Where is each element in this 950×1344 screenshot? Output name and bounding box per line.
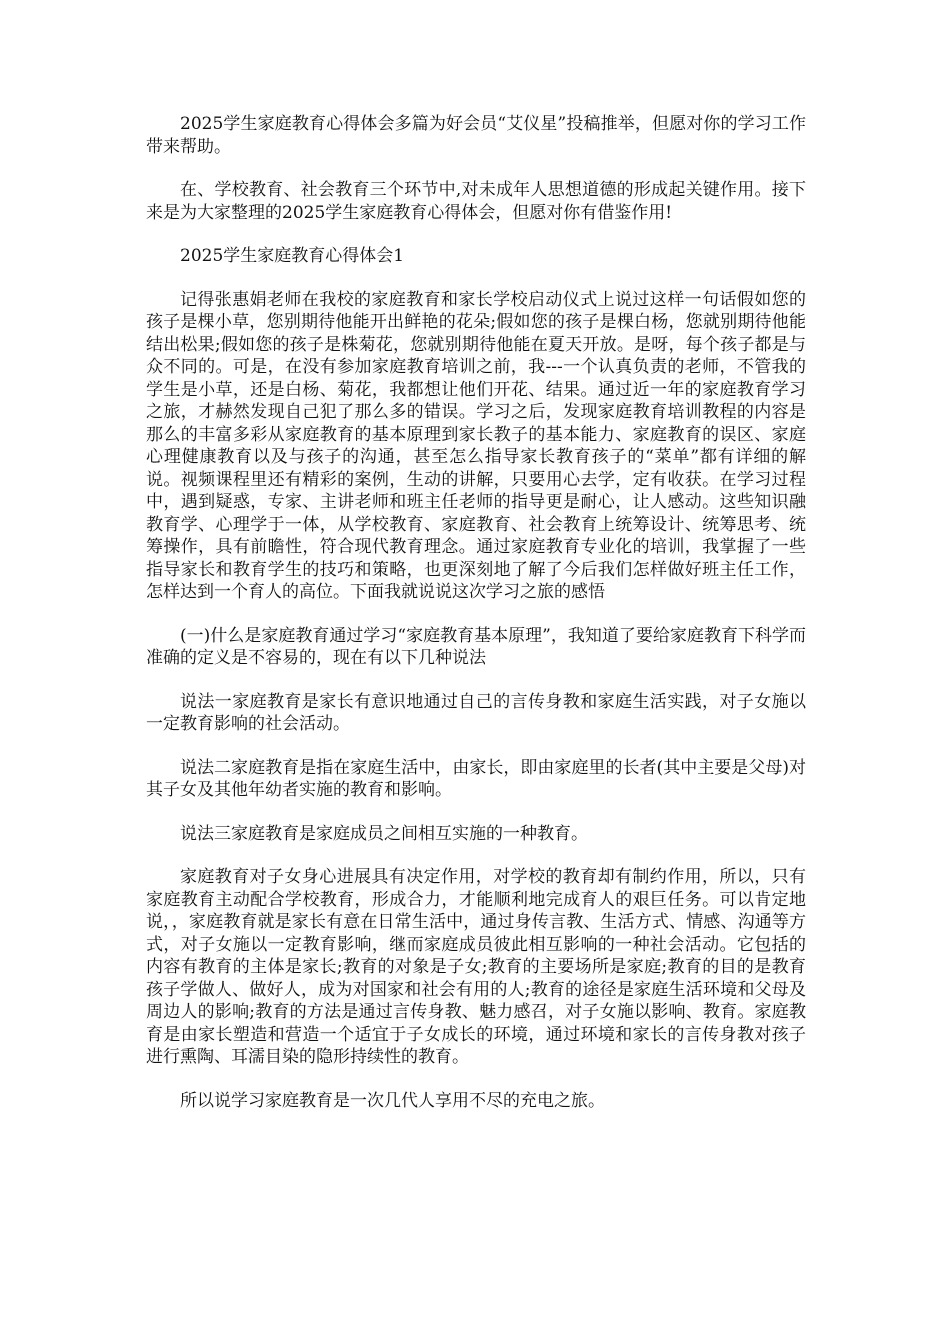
body-paragraph: 说法三家庭教育是家庭成员之间相互实施的一种教育。 bbox=[180, 823, 588, 844]
body-paragraph: 说法一家庭教育是家长有意识地通过自己的言传身教和家庭生活实践，对子女施以一定教育影响的社会活动。 bbox=[146, 691, 806, 734]
document-body bbox=[146, 113, 806, 1133]
body-paragraph: (一)什么是家庭教育通过学习“家庭教育基本原理”，我知道了要给家庭教育下科学而准确的定义是不容易的，现在有以下几种说法 bbox=[146, 625, 806, 668]
body-paragraph: 家庭教育对子女身心进展具有决定作用，对学校的教育却有制约作用，所以，只有家庭教育主动配合学校教育，形成合力，才能顺利地完成育人的艰巨任务。可以肯定地说，，家庭教育就是家长有意在日常生活中，通过身传言教、生活方式、情感、沟通等方式，对子女施以一定教育影响，继而家庭成员彼此相互影响的一种社会活动。它包括的内容有教育的主体是家长;教育的对象是子女;教育的主要场所是家庭;教育的目的是教育孩子学做人、做好人，成为对国家和社会有用的人;教育的途径是家庭生活环境和父母及周边人的影响;教育的方法是通过言传身教、魅力感召，对子女施以影响、教育。家庭教育是由家长塑造和营造一个适宜于子女成长的环境，通过环境和家长的言传身教对孩子进行熏陶、耳濡目染的隐形持续性的教育。 bbox=[146, 867, 806, 1067]
body-paragraph: 说法二家庭教育是指在家庭生活中，由家长，即由家庭里的长者(其中主要是父母)对其子女及其他年幼者实施的教育和影响。 bbox=[146, 757, 806, 800]
closing-paragraph: 所以说学习家庭教育是一次几代人享用不尽的充电之旅。 bbox=[180, 1090, 605, 1111]
body-paragraph: 记得张惠娟老师在我校的家庭教育和家长学校启动仪式上说过这样一句话假如您的孩子是棵小草，您别期待他能开出鲜艳的花朵;假如您的孩子是棵白杨，您就别期待他能结出松果;假如您的孩子是株菊花，您就别期待他能在夏天开放。是呀，每个孩子都是与众不同的。可是，在没有参加家庭教育培训之前，我---一个认真负责的老师，不管我的学生是小草，还是白杨、菊花，我都想让他们开花、结果。通过近一年的家庭教育学习之旅，才赫然发现自己犯了那么多的错误。学习之后，发现家庭教育培训教程的内容是那么的丰富多彩从家庭教育的基本原理到家长教子的基本能力、家庭教育的误区、家庭心理健康教育以及与孩子的沟通，甚至怎么指导家长教育孩子的“菜单”都有详细的解说。视频课程里还有精彩的案例，生动的讲解，只要用心去学，定有收获。在学习过程中，遇到疑惑，专家、主讲老师和班主任老师的指导更是耐心，让人感动。这些知识融教育学、心理学于一体，从学校教育、家庭教育、社会教育上统筹设计、统筹思考、统筹操作，具有前瞻性，符合现代教育理念。通过家庭教育专业化的培训，我掌握了一些指导家长和教育学生的技巧和策略，也更深刻地了解了今后我们怎样做好班主任工作，怎样达到一个育人的高位。下面我就说说这次学习之旅的感悟 bbox=[146, 289, 806, 602]
intro-paragraph: 2025学生家庭教育心得体会多篇为好会员“艾仪星”投稿推举，但愿对你的学习工作带来帮助。 bbox=[146, 114, 806, 157]
lead-paragraph: 在、学校教育、社会教育三个环节中,对未成年人思想道德的形成起关键作用。接下来是为大家整理的2025学生家庭教育心得体会，但愿对你有借鉴作用! bbox=[146, 180, 806, 223]
section-heading: 2025学生家庭教育心得体会1 bbox=[180, 246, 405, 266]
